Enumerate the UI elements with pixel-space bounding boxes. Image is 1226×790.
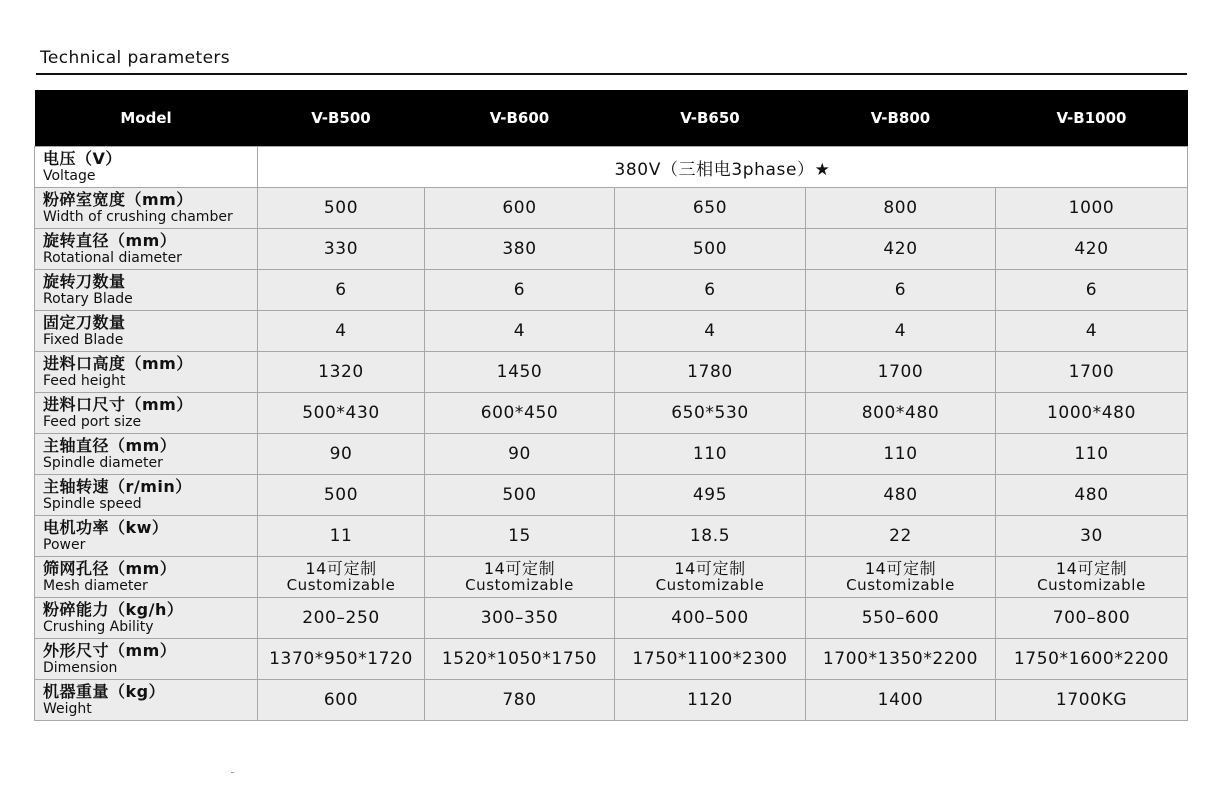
row-label-en: Width of crushing chamber: [43, 209, 233, 225]
cell-value-en: Customizable: [655, 576, 765, 594]
cell-value: [425, 557, 615, 598]
cell-value: 800*480: [806, 393, 996, 434]
cell-value: 600: [258, 680, 425, 721]
cell-value: 110: [615, 434, 806, 475]
cell-value-zh: 14可定制: [1055, 559, 1128, 578]
cell-value: 400–500: [615, 598, 806, 639]
cell-value-zh: 14可定制: [864, 559, 937, 578]
row-label: [35, 147, 258, 188]
row-label-en: Feed height: [43, 373, 126, 389]
row-label: [35, 516, 258, 557]
cell-value: [996, 557, 1188, 598]
row-label: [35, 188, 258, 229]
row-label-zh: 主轴转速（r/min）: [43, 477, 192, 496]
cell-value: 4: [996, 311, 1188, 352]
header-model-name: V-B800: [806, 90, 996, 147]
cell-value: 600*450: [425, 393, 615, 434]
title-divider: [36, 73, 1187, 75]
cell-value: 500: [258, 475, 425, 516]
header-model-label: Model: [35, 90, 258, 147]
row-label: [35, 434, 258, 475]
row-label-zh: 进料口尺寸（mm）: [43, 395, 193, 414]
table-header-row: [35, 90, 1188, 147]
cell-value: [615, 557, 806, 598]
row-label-zh: 固定刀数量: [43, 313, 126, 332]
cell-value: 600: [425, 188, 615, 229]
cell-value: 1000: [996, 188, 1188, 229]
cell-value: 90: [258, 434, 425, 475]
cell-value-zh: 14可定制: [674, 559, 746, 578]
row-label: [35, 598, 258, 639]
cell-value-en: Customizable: [1037, 576, 1146, 594]
cell-value: 1700*1350*2200: [806, 639, 996, 680]
cell-value: 1520*1050*1750: [425, 639, 615, 680]
row-label-en: Dimension: [43, 660, 118, 676]
cell-value: 6: [258, 270, 425, 311]
table-row: [35, 516, 1188, 557]
cell-value: 200–250: [258, 598, 425, 639]
cell-value: 380: [425, 229, 615, 270]
header-model-name: V-B650: [615, 90, 806, 147]
cell-value: 780: [425, 680, 615, 721]
cell-value-en: Customizable: [846, 576, 955, 594]
row-label: [35, 352, 258, 393]
table-row-voltage: [35, 147, 1188, 188]
cell-value: 4: [425, 311, 615, 352]
header-model-name: V-B600: [425, 90, 615, 147]
cell-value: 4: [258, 311, 425, 352]
cell-value: 4: [615, 311, 806, 352]
cell-value: 22: [806, 516, 996, 557]
cell-value: 500*430: [258, 393, 425, 434]
cell-value: 15: [425, 516, 615, 557]
table-row: [35, 270, 1188, 311]
cell-value: 110: [806, 434, 996, 475]
row-label-en: Voltage: [43, 168, 96, 184]
cell-value: 11: [258, 516, 425, 557]
cell-value: 500: [258, 188, 425, 229]
row-label: [35, 639, 258, 680]
cell-value: 650*530: [615, 393, 806, 434]
cell-value: 90: [425, 434, 615, 475]
table-row: [35, 229, 1188, 270]
cell-value-zh: 14可定制: [483, 559, 556, 578]
cell-value: 330: [258, 229, 425, 270]
row-label-zh: 进料口高度（mm）: [43, 354, 193, 373]
cell-value: 650: [615, 188, 806, 229]
section-title: Technical parameters: [40, 48, 231, 68]
row-label-en: Weight: [43, 701, 92, 717]
cell-value: 1400: [806, 680, 996, 721]
cell-value: 1320: [258, 352, 425, 393]
cell-value: 480: [806, 475, 996, 516]
cell-value-en: Customizable: [465, 576, 574, 594]
header-model-name: V-B500: [258, 90, 425, 147]
row-label-en: Spindle speed: [43, 496, 142, 512]
row-label-zh: 电压（V）: [43, 149, 122, 168]
row-label-en: Power: [43, 537, 86, 553]
row-label: [35, 229, 258, 270]
cell-value: [258, 557, 425, 598]
cell-value: 1750*1100*2300: [615, 639, 806, 680]
cell-value: 6: [996, 270, 1188, 311]
cell-value: 6: [425, 270, 615, 311]
cell-value: 420: [996, 229, 1188, 270]
row-label: [35, 393, 258, 434]
cell-value: 550–600: [806, 598, 996, 639]
voltage-value: 380V（三相电3phase）★: [258, 147, 1188, 188]
cell-value: 1750*1600*2200: [996, 639, 1188, 680]
row-label-zh: 筛网孔径（mm）: [43, 559, 177, 578]
table-row: [35, 475, 1188, 516]
table-row: [35, 393, 1188, 434]
row-label-zh: 粉碎室宽度（mm）: [43, 190, 193, 209]
cell-value: 495: [615, 475, 806, 516]
row-label-zh: 粉碎能力（kg/h）: [43, 600, 184, 619]
cell-value: 500: [615, 229, 806, 270]
cell-value: 800: [806, 188, 996, 229]
row-label-en: Rotary Blade: [43, 291, 133, 307]
cell-value: 420: [806, 229, 996, 270]
cell-value: 30: [996, 516, 1188, 557]
row-label-zh: 机器重量（kg）: [43, 682, 166, 701]
cell-value: 6: [806, 270, 996, 311]
header-model-name: V-B1000: [996, 90, 1188, 147]
cell-value: 1700: [806, 352, 996, 393]
cell-value: [806, 557, 996, 598]
table-row: [35, 352, 1188, 393]
row-label-zh: 旋转刀数量: [43, 272, 126, 291]
cell-value: 1000*480: [996, 393, 1188, 434]
row-label: [35, 557, 258, 598]
cell-value: 6: [615, 270, 806, 311]
table-row: [35, 598, 1188, 639]
technical-parameters-table: [34, 90, 1188, 721]
table-row: [35, 188, 1188, 229]
cell-value: 1780: [615, 352, 806, 393]
cell-value-zh: 14可定制: [305, 559, 377, 578]
row-label-en: Mesh diameter: [43, 578, 148, 594]
cell-value-en: Customizable: [286, 576, 396, 594]
row-label-en: Rotational diameter: [43, 250, 182, 266]
table-row: [35, 434, 1188, 475]
cell-value: 300–350: [425, 598, 615, 639]
cell-value: 480: [996, 475, 1188, 516]
cell-value: 1700: [996, 352, 1188, 393]
row-label-zh: 主轴直径（mm）: [43, 436, 177, 455]
row-label-zh: 旋转直径（mm）: [43, 231, 177, 250]
cell-value: 700–800: [996, 598, 1188, 639]
table-row: [35, 311, 1188, 352]
row-label-en: Fixed Blade: [43, 332, 124, 348]
row-label-en: Feed port size: [43, 414, 142, 430]
row-label: [35, 311, 258, 352]
row-label-en: Crushing Ability: [43, 619, 154, 635]
cell-value: 500: [425, 475, 615, 516]
row-label-zh: 外形尺寸（mm）: [43, 641, 177, 660]
row-label: [35, 475, 258, 516]
cell-value: 110: [996, 434, 1188, 475]
row-label: [35, 270, 258, 311]
stray-mark: [231, 772, 234, 773]
cell-value: 1370*950*1720: [258, 639, 425, 680]
cell-value: 1450: [425, 352, 615, 393]
table-row: [35, 680, 1188, 721]
cell-value: 1700KG: [996, 680, 1188, 721]
row-label-en: Spindle diameter: [43, 455, 163, 471]
table-row: [35, 557, 1188, 598]
row-label: [35, 680, 258, 721]
cell-value: 4: [806, 311, 996, 352]
table-row: [35, 639, 1188, 680]
cell-value: 1120: [615, 680, 806, 721]
row-label-zh: 电机功率（kw）: [43, 518, 169, 537]
cell-value: 18.5: [615, 516, 806, 557]
